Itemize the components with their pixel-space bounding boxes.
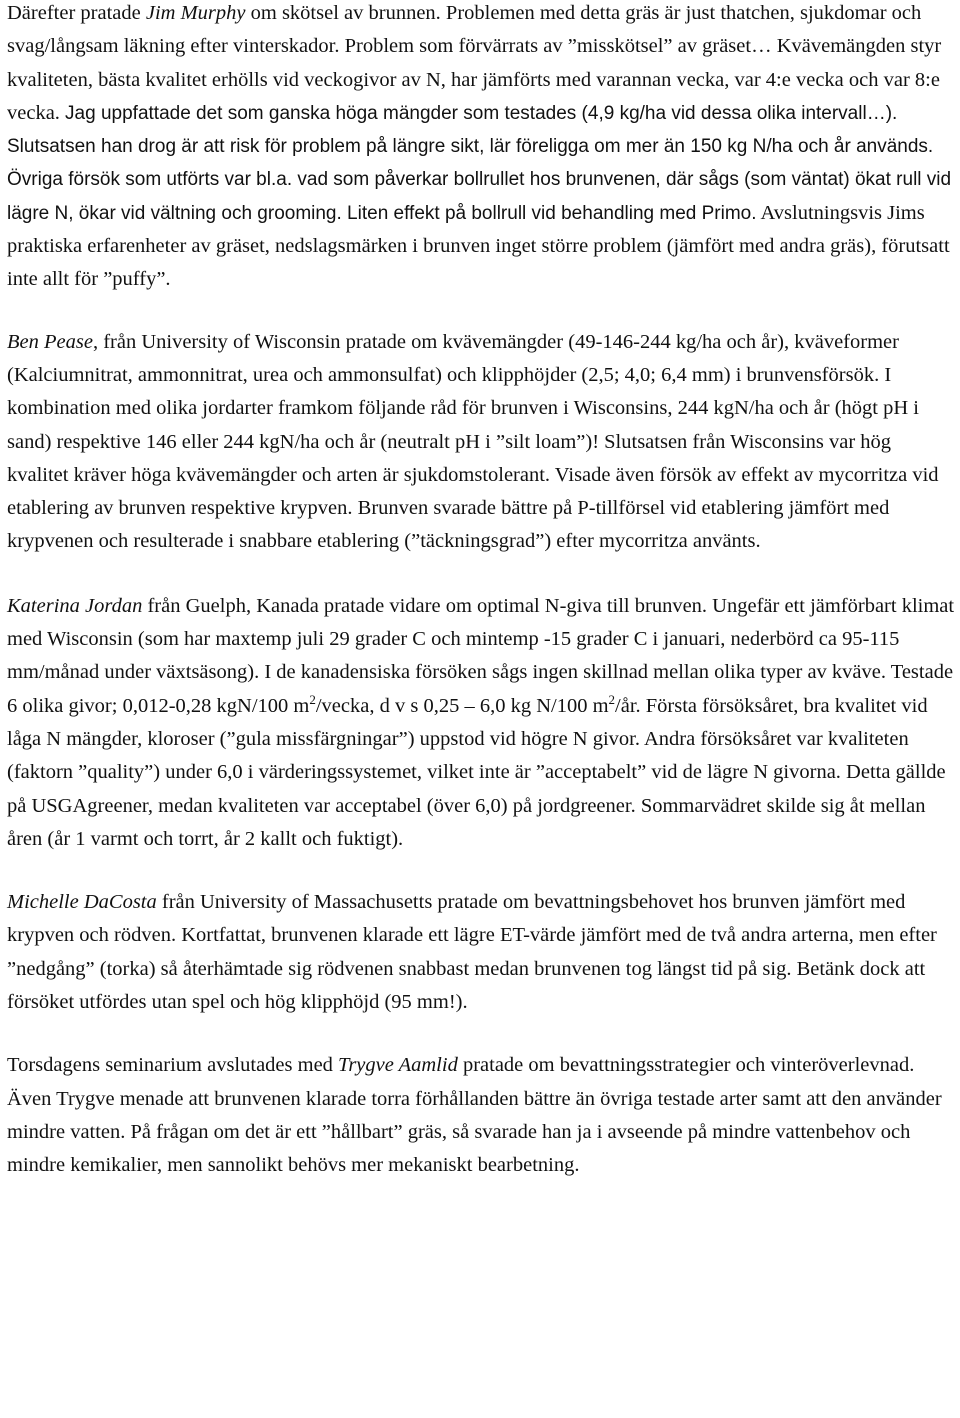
superscript: 2 — [608, 691, 616, 707]
paragraph-trygve-aamlid — [7, 1049, 957, 1182]
paragraph-text-sans: Jag uppfattade det som ganska höga mängder som testades (4,9 kg/ha vid dessa olika intervall…). Slutsatsen han drog är att risk för problem på längre sikt, lär föreligga om mer än 150 kg N/ha och år används. Övriga försök som utförts var bl.a. vad som påverkar bollrullet hos brunvenen, där sågs (som väntat) ökat rull vid lägre N, ökar vid vältning och grooming. Liten effekt på bollrull vid behandling med Primo. — [7, 102, 952, 224]
speaker-name: Jim Murphy — [145, 2, 246, 24]
speaker-name: Trygve Aamlid — [338, 1054, 458, 1077]
superscript: 2 — [309, 691, 316, 707]
paragraph-text: från University of Massachusetts pratade om bevattningsbehovet hos brunven jämfört med krypven och rödven. Kortfattat, brunvenen klarade ett lägre ET-värde jämfört med de två andra arterna, men efter ”nedgång” (torka) så återhämtade sig rödvenen snabbast medan brunvenen tog längst tid på sig. Betänk dock att försöket utfördes utan spel och hög klipphöjd (95 mm!). — [7, 891, 937, 1014]
paragraph-michelle-dacosta — [7, 886, 957, 1019]
paragraph-text: /vecka, d v s 0,25 – 6,0 kg N/100 m — [315, 694, 609, 717]
speaker-name: Ben Pease — [7, 330, 93, 353]
paragraph-text: från Guelph, Kanada pratade vidare om optimal N-giva till brunven. Ungefär ett jämförbart klimat med Wisconsin (som har maxtemp juli 29 grader C och mintemp -15 grader C i januari, nederbörd ca 95-115 mm/månad under växtsäsong). I de kanadensiska försöken sågs ingen skillnad mellan olika typer av kväve. Testade 6 olika givor; 0,012-0,28 kgN/100 m — [7, 594, 955, 717]
paragraph-text: om skötsel av brunnen. Problemen med detta gräs är just thatchen, sjukdomar och svag/långsam läkning efter vinterskador. Problem som förvärrats av ”misskötsel” av gräset… Kvävemängden styr kvaliteten, bästa kvalitet erhölls vid veckogivor av N, har jämförts med varannan vecka, var 4:e vecka och var 8:e vecka. — [7, 2, 942, 124]
speaker-name: Michelle DaCosta — [7, 891, 157, 914]
paragraph-ben-pease — [7, 326, 957, 559]
paragraph-text: Avslutningsvis Jims praktiska erfarenheter av gräset, nedslagsmärken i brunven inget större problem (jämfört med andra gräs), förutsatt inte allt för ”puffy”. — [7, 201, 950, 291]
paragraph-text: /år. Första försöksåret, bra kvalitet vid låga N mängder, kloroser (”gula missfärgningar”) uppstod vid högre N givor. Andra försöksåret var kvaliteten (faktorn ”quality”) under 6,0 i värderingssystemet, vilket inte är ”acceptabelt” vid de lägre N givorna. Detta gällde på USGAgreener, medan kvaliteten var acceptabel (över 6,0) på jordgreener. Sommarvädret skilde sig åt mellan åren (år 1 varmt och torrt, år 2 kallt och fuktigt). — [7, 694, 946, 850]
document-page — [7, 0, 957, 1183]
paragraph-text: Därefter pratade — [7, 2, 146, 24]
paragraph-text: pratade om bevattningsstrategier och vinteröverlevnad. Även Trygve menade att brunvenen klarade torra förhållanden bättre än övriga testade arter samt att den använder mindre vatten. På frågan om det är ett ”hållbart” gräs, så svarade han ja i avseende på mindre vattenbehov och mindre kemikalier, men sannolikt behövs mer mekaniskt bearbetning. — [7, 1054, 942, 1177]
paragraph-jim-murphy — [7, 0, 957, 297]
speaker-name: Katerina Jordan — [7, 594, 143, 617]
paragraph-text: , från University of Wisconsin pratade om kvävemängder (49-146-244 kg/ha och år), kväveformer (Kalciumnitrat, ammonnitrat, urea och ammonsulfat) och klipphöjder (2,5; 4,0; 6,4 mm) i brunvensförsök. I kombination med olika jordarter framkom följande råd för brunven i Wisconsins, 244 kgN/ha och år (högt pH i sand) respektive 146 eller 244 kgN/ha och år (neutralt pH i ”silt loam”)! Slutsatsen från Wisconsins var hög kvalitet kräver höga kvävemängder och arten är sjukdomstolerant. Visade även försök av effekt av mycorritza vid etablering av brunven respektive krypven. Brunven svarade bättre på P-tillförsel vid etablering jämfört med krypvenen och resulterade i snabbare etablering (”täckningsgrad”) efter mycorritza använts. — [7, 330, 939, 553]
paragraph-text: Torsdagens seminarium avslutades med — [7, 1054, 339, 1077]
paragraph-katerina-jordan — [7, 590, 957, 856]
